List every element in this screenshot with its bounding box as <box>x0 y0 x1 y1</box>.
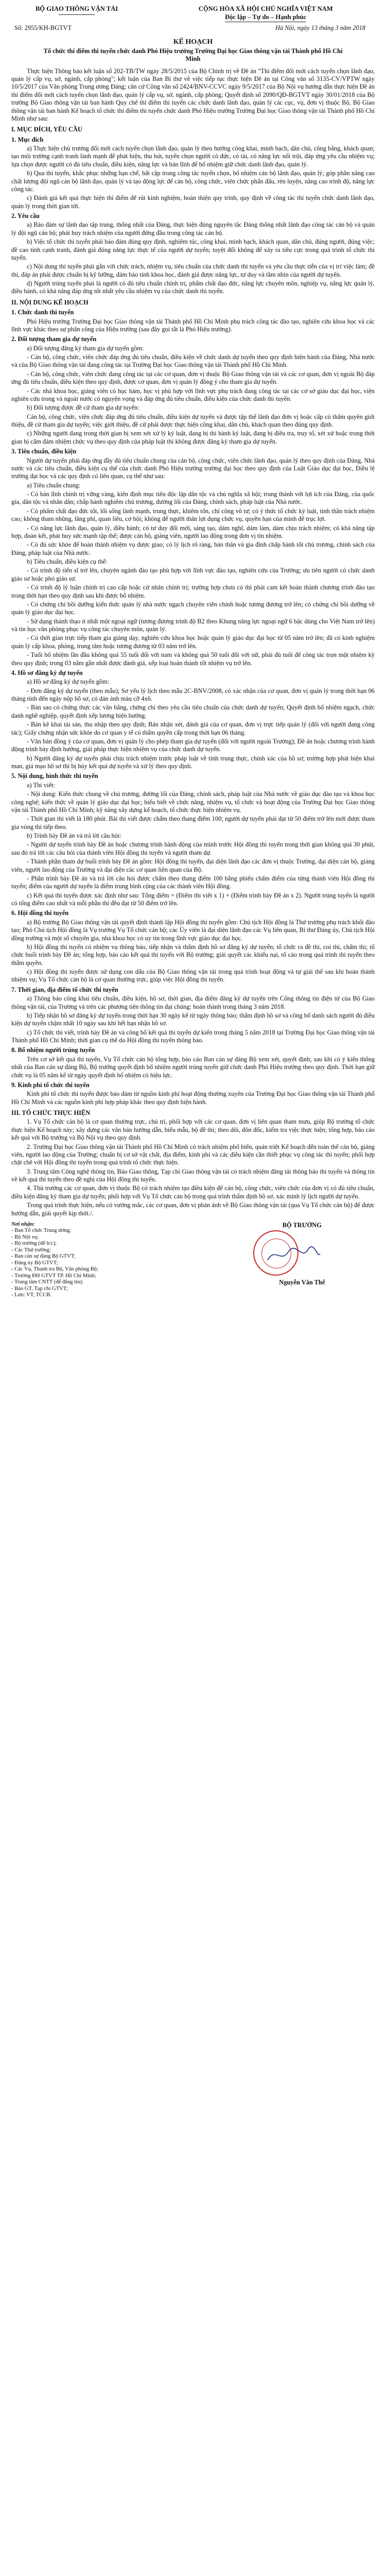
body-paragraph: Trong quá trình thực hiện, nếu có vướng mắc, các cơ quan, đơn vị phản ánh về Bộ Giao thông vận tải (qua Vụ Tổ chức cán bộ) để được hướng dẫn, giải quyết kịp thời./. <box>11 1201 375 1217</box>
body-paragraph: 1. Vụ Tổ chức cán bộ là cơ quan thường trực, chủ trì, phối hợp với các cơ quan, đơn vị liên quan tham mưu, giúp Bộ trưởng tổ chức thực hiện Kế hoạch này; xây dựng các văn bản hướng dẫn, biểu mẫu, bộ đề thi; theo dõi, đôn đốc, kiểm tra việc thực hiện; tổng hợp, báo cáo kết quả với Bộ trưởng và Bộ Nội vụ theo quy định. <box>11 1118 375 1142</box>
subsection-heading: 5. Nội dung, hình thức thi tuyển <box>11 772 98 780</box>
recipient-item: - Các Thứ trưởng; <box>11 1247 51 1253</box>
body-paragraph: 4. Thủ trưởng các cơ quan, đơn vị thuộc Bộ có trách nhiệm tạo điều kiện để cán bộ, công chức, viên chức của đơn vị có đủ tiêu chuẩn, điều kiện đăng ký tham gia dự tuyển; phối hợp với Vụ Tổ chức cán bộ trong quá trình thẩm định hồ sơ, xác minh lý lịch người dự tuyển. <box>11 1184 375 1200</box>
recipient-item: - Báo GT, Tạp chí GTVT; <box>11 1285 68 1292</box>
body-paragraph: b) Người đăng ký dự tuyển phải chịu trách nhiệm trước pháp luật về tính trung thực, chính xác của hồ sơ; trường hợp phát hiện khai man, giả mạo hồ sơ thì bị hủy kết quả dự tuyển và xử lý theo quy định. <box>11 754 375 770</box>
body-paragraph: a) Thông báo công khai tiêu chuẩn, điều kiện, hồ sơ, thời gian, địa điểm đăng ký dự tuyển trên Cổng thông tin điện tử của Bộ Giao thông vận tải, của Trường và trên các phương tiện thông tin đại chúng: hoàn thành trong tháng 3 năm 2018. <box>11 995 375 1010</box>
body-paragraph: Phó Hiệu trưởng Trường Đại học Giao thông vận tải Thành phố Hồ Chí Minh phụ trách công tác đào tạo, nghiên cứu khoa học và các lĩnh vực khác theo sự phân công của Hiệu trưởng (sau đây gọi tắt là Phó Hiệu trưởng). <box>11 317 375 333</box>
body-paragraph: - Có thời gian trực tiếp tham gia giảng dạy, nghiên cứu khoa học hoặc quản lý giáo dục đại học từ 05 năm trở lên; đã có kinh nghiệm quản lý cấp khoa, phòng, trung tâm hoặc tương đương từ 03 năm trở lên. <box>11 634 375 650</box>
body-paragraph: - Phần trình bày Đề án và trả lời câu hỏi được chấm theo thang điểm 100 bằng phiếu chấm điểm của từng thành viên Hội đồng thi tuyển; điểm của người dự tuyển là điểm trung bình cộng của các thành viên Hội đồng. <box>11 874 375 890</box>
signer-name: Nguyễn Văn Thể <box>279 1279 325 1286</box>
document-type: KẾ HOẠCH <box>173 38 213 46</box>
body-paragraph: c) Nội dung thi tuyển phải gắn với chức trách, nhiệm vụ, tiêu chuẩn của chức danh thi tuyển và yêu cầu thực tiễn của vị trí việc làm; đề thi, đáp án phải được chuẩn bị kỹ lưỡng, đảm bảo tính khoa học, đánh giá được năng lực, tư duy và tầm nhìn của người dự tuyển. <box>11 263 375 278</box>
issuer-block <box>11 5 142 22</box>
recipient-item: - Trung tâm CNTT (để đăng tin); <box>11 1279 83 1285</box>
body-paragraph: - Có đủ sức khỏe để hoàn thành nhiệm vụ được giao; có lý lịch rõ ràng, bản thân và gia đình chấp hành tốt chủ trương, chính sách của Đảng, pháp luật của Nhà nước. <box>11 541 375 556</box>
body-paragraph: - Tuổi bổ nhiệm lần đầu không quá 55 tuổi đối với nam và không quá 50 tuổi đối với nữ, phải đủ tuổi để công tác trọn một nhiệm kỳ theo quy định; trong 03 năm gần nhất được đánh giá, xếp loại hoàn thành tốt nhiệm vụ trở lên. <box>11 651 375 667</box>
body-paragraph: Người dự tuyển phải đáp ứng đầy đủ tiêu chuẩn chung của cán bộ, công chức, viên chức lãnh đạo, quản lý theo quy định của Đảng, Nhà nước và các tiêu chuẩn, điều kiện cụ thể của chức danh Phó Hiệu trưởng trường đại học theo quy định của Luật Giáo dục đại học, Điều lệ trường đại học và các quy định có liên quan, cụ thể như sau: <box>11 456 375 480</box>
subsection-heading: 7. Thời gian, địa điểm tổ chức thi tuyển <box>11 986 118 993</box>
body-paragraph: 2. Trường Đại học Giao thông vận tải Thành phố Hồ Chí Minh có trách nhiệm phổ biến, quán triệt Kế hoạch đến toàn thể cán bộ, giảng viên, người lao động của Trường; chuẩn bị cơ sở vật chất, địa điểm, kinh phí và các điều kiện cần thiết phục vụ công tác thi tuyển; phối hợp chặt chẽ với Hội đồng thi tuyển trong quá trình tổ chức thực hiện. <box>11 1143 375 1166</box>
body-paragraph: - Có năng lực lãnh đạo, quản lý, điều hành; có tư duy đổi mới, sáng tạo, dám nghĩ, dám làm, dám chịu trách nhiệm; có khả năng tập hợp, đoàn kết, phát huy sức mạnh tập thể; được cán bộ, giảng viên, người lao động trong đơn vị tín nhiệm. <box>11 524 375 539</box>
document-date: Hà Nội, ngày 13 tháng 3 năm 2018 <box>275 24 365 32</box>
body-paragraph: a) Đối tượng đăng ký tham gia dự tuyển gồm: <box>27 344 144 352</box>
intro-paragraph: Thực hiện Thông báo kết luận số 202-TB/TW ngày 28/5/2015 của Bộ Chính trị về Đề án "Thí điểm đổi mới cách tuyển chọn lãnh đạo, quản lý cấp vụ, sở, ngành, cấp phòng"; kết luận của Ban Bí thư về việc tiếp tục thực hiện Đề án tại Công văn số 3135-CV/VPTW ngày 10/5/2017 của Văn phòng Trung ương Đảng; căn cứ Công văn số 2424/BNV-CCVC ngày 9/5/2017 của Bộ Nội vụ hướng dẫn thực hiện Đề án thí điểm đổi mới cách tuyển chọn lãnh đạo, quản lý cấp vụ, sở, ngành, cấp phòng; Quyết định số 2090/QĐ-BGTVT ngày 30/01/2018 của Bộ trưởng Bộ Giao thông vận tải ban hành Quy chế thí điểm thi tuyển các chức danh lãnh đạo, quản lý các cục, vụ, đơn vị thuộc Bộ, Bộ Giao thông vận tải ban hành Kế hoạch tổ chức thí điểm thi tuyển chức danh Phó Hiệu trưởng Trường Đại học Giao thông vận tải Thành phố Hồ Chí Minh như sau: <box>11 67 375 122</box>
recipient-item: - Bộ Nội vụ; <box>11 1234 39 1240</box>
document-body <box>11 126 375 1217</box>
recipient-item: - Trường ĐH GTVT TP. Hồ Chí Minh; <box>11 1273 96 1279</box>
recipient-item: - Đảng ủy Bộ GTVT; <box>11 1260 58 1266</box>
document-header <box>11 5 375 22</box>
section-heading: III. TỔ CHỨC THỰC HIỆN <box>11 1109 91 1117</box>
body-paragraph: - Bản sao có chứng thực các văn bằng, chứng chỉ theo yêu cầu tiêu chuẩn của chức danh dự tuyển; Quyết định bổ nhiệm ngạch, chức danh nghề nghiệp, quyết định xếp lương hiện hưởng. <box>11 704 375 719</box>
body-paragraph: b) Qua thi tuyển, khắc phục những hạn chế, bất cập trong công tác tuyển chọn, bổ nhiệm cán bộ lãnh đạo, quản lý; góp phần nâng cao chất lượng đội ngũ cán bộ lãnh đạo, quản lý và tạo động lực để cán bộ, công chức, viên chức phấn đấu, rèn luyện, nâng cao trình độ, năng lực công tác. <box>11 170 375 193</box>
subsection-heading: 2. Đối tượng tham gia dự tuyển <box>11 335 97 343</box>
body-paragraph: - Thời gian thi viết là 180 phút. Bài thi viết được chấm theo thang điểm 100; người dự tuyển phải đạt từ 50 điểm trở lên mới được tham gia vòng thi tiếp theo. <box>11 815 375 831</box>
document-title: Tổ chức thí điểm thi tuyển chức danh Phó Hiệu trưởng Trường Đại học Giao thông vận tải Thành phố Hồ Chí Minh <box>43 47 343 63</box>
body-paragraph: - Có chứng chỉ bồi dưỡng kiến thức quản lý nhà nước ngạch chuyên viên chính hoặc tương đương trở lên; có chứng chỉ bồi dưỡng về quản lý giáo dục đại học. <box>11 600 375 616</box>
document-meta <box>11 24 375 32</box>
body-paragraph: - Có phẩm chất đạo đức tốt, lối sống lành mạnh, trung thực, khiêm tốn, chí công vô tư; có ý thức tổ chức kỷ luật, tinh thần trách nhiệm cao; không tham nhũng, lãng phí, quan liêu, cơ hội; không để người thân lợi dụng chức vụ, quyền hạn của mình để trục lợi. <box>11 507 375 523</box>
body-paragraph: - Bản kê khai tài sản, thu nhập theo quy định; Bản nhận xét, đánh giá của cơ quan, đơn vị trực tiếp quản lý (đối với người đang công tác); Giấy chứng nhận sức khỏe do cơ quan y tế có thẩm quyền cấp trong thời hạn 06 tháng. <box>11 721 375 736</box>
body-paragraph: - Nội dung: Kiến thức chung về chủ trương, đường lối của Đảng, chính sách, pháp luật của Nhà nước về giáo dục đào tạo và khoa học công nghệ; kiến thức về quản lý giáo dục đại học; hiểu biết về chức năng, nhiệm vụ, tổ chức và hoạt động của Trường Đại học Giao thông vận tải Thành phố Hồ Chí Minh; kỹ năng xây dựng kế hoạch, tổ chức thực hiện nhiệm vụ. <box>11 790 375 814</box>
body-paragraph: 3. Trung tâm Công nghệ thông tin, Báo Giao thông, Tạp chí Giao thông vận tải có trách nhiệm đăng tải thông báo thi tuyển và thông tin về kết quả thi tuyển theo đề nghị của Hội đồng thi tuyển. <box>11 1167 375 1183</box>
body-paragraph: - Có trình độ tiến sĩ trở lên, chuyên ngành đào tạo phù hợp với lĩnh vực đào tạo, nghiên cứu của Trường; ưu tiên người có chức danh giáo sư hoặc phó giáo sư. <box>11 567 375 582</box>
body-paragraph: - Cán bộ, công chức, viên chức đáp ứng đủ tiêu chuẩn, điều kiện về chức danh dự tuyển theo quy định hiện hành của Đảng, Nhà nước và của Bộ Giao thông vận tải đang công tác tại Trường Đại học Giao thông vận tải Thành phố Hồ Chí Minh. <box>11 353 375 369</box>
body-paragraph: c) Kết quả thi tuyển được xác định như sau: Tổng điểm = (Điểm thi viết x 1) + (Điểm trình bày Đề án x 2). Người trúng tuyển là người có tổng điểm cao nhất và mỗi phần thi đều đạt từ 50 điểm trở lên. <box>11 891 375 907</box>
recipients-block <box>11 1222 156 1299</box>
body-paragraph: c) Tổ chức thi viết, trình bày Đề án và công bố kết quả thi tuyển dự kiến trong tháng 5 năm 2018 tại Trường Đại học Giao thông vận tải Thành phố Hồ Chí Minh; thời gian cụ thể do Hội đồng thi tuyển thông báo. <box>11 1028 375 1044</box>
signature-area <box>230 1229 375 1279</box>
body-paragraph: b) Trình bày Đề án và trả lời câu hỏi: <box>27 832 121 840</box>
body-paragraph: a) Bộ trưởng Bộ Giao thông vận tải quyết định thành lập Hội đồng thi tuyển gồm: Chủ tịch Hội đồng là Thứ trưởng phụ trách khối đào tạo; Phó Chủ tịch Hội đồng là Vụ trưởng Vụ Tổ chức cán bộ; các Ủy viên là đại diện lãnh đạo các Vụ liên quan, Bí thư Đảng ủy, Chủ tịch Hội đồng trường và một số chuyên gia, nhà khoa học có uy tín trong lĩnh vực giáo dục đại học. <box>11 918 375 942</box>
body-paragraph: Cán bộ, công chức, viên chức đáp ứng đủ tiêu chuẩn, điều kiện dự tuyển và được tập thể lãnh đạo đơn vị hoặc cấp có thẩm quyền giới thiệu, đề cử tham gia dự tuyển; việc giới thiệu, đề cử phải được thực hiện công khai, dân chủ, khách quan theo đúng quy định. <box>11 413 375 429</box>
body-paragraph: Trên cơ sở kết quả thi tuyển, Vụ Tổ chức cán bộ tổng hợp, báo cáo Ban cán sự đảng Bộ xem xét, quyết định; sau khi có ý kiến thống nhất của Ban cán sự đảng Bộ, Bộ trưởng quyết định bổ nhiệm người trúng tuyển giữ chức danh Phó Hiệu trưởng theo quy định. Thời hạn giữ chức vụ là 05 năm kể từ ngày quyết định bổ nhiệm có hiệu lực. <box>11 1055 375 1079</box>
body-paragraph: - Có trình độ lý luận chính trị cao cấp hoặc cử nhân chính trị; trường hợp chưa có thì phải cam kết hoàn thành chương trình đào tạo trong thời hạn theo quy định sau khi được bổ nhiệm. <box>11 584 375 599</box>
handwritten-signature <box>266 1245 322 1265</box>
body-paragraph: a) Thi viết: <box>27 781 55 789</box>
subsection-heading: 6. Hội đồng thi tuyển <box>11 909 69 917</box>
body-paragraph: - Cán bộ, công chức, viên chức đang công tác tại các cơ quan, đơn vị thuộc Bộ Giao thông vận tải và các cơ quan, đơn vị ngoài Bộ đáp ứng đủ tiêu chuẩn, điều kiện theo quy định, được cơ quan, đơn vị quản lý đồng ý cho tham gia dự tuyển. <box>11 370 375 386</box>
recipient-item: - Lưu: VT, TCCB. <box>11 1292 51 1298</box>
body-paragraph: b) Tiếp nhận hồ sơ đăng ký dự tuyển trong thời hạn 30 ngày kể từ ngày thông báo; thẩm định hồ sơ và công bố danh sách người đủ điều kiện dự tuyển chậm nhất 10 ngày sau khi hết hạn nhận hồ sơ. <box>11 1011 375 1027</box>
subsection-heading: 9. Kinh phí tổ chức thi tuyển <box>11 1081 90 1089</box>
signature-block <box>230 1222 375 1299</box>
body-paragraph: - Đơn đăng ký dự tuyển (theo mẫu); Sơ yếu lý lịch theo mẫu 2C-BNV/2008, có xác nhận của cơ quan, đơn vị quản lý trong thời hạn 06 tháng tính đến ngày nộp hồ sơ, có dán ảnh màu cỡ 4x6. <box>11 687 375 703</box>
ministry-name: BỘ GIAO THÔNG VẬN TẢI <box>35 5 118 12</box>
recipient-item: - Các Vụ, Thanh tra Bộ, Văn phòng Bộ; <box>11 1266 98 1273</box>
recipients-list <box>11 1228 156 1299</box>
country-name: CỘNG HÒA XÃ HỘI CHỦ NGHĨA VIỆT NAM <box>198 5 333 12</box>
issuer-underline <box>59 14 95 15</box>
national-motto: Độc lập – Tự do – Hạnh phúc <box>225 13 306 23</box>
subsection-heading: 4. Hồ sơ đăng ký dự tuyển <box>11 669 83 676</box>
subsection-heading: 1. Mục đích <box>11 135 44 143</box>
body-paragraph: - Người dự tuyển trình bày Đề án hoặc chương trình hành động của mình trước Hội đồng thi tuyển trong thời gian không quá 30 phút, sau đó trả lời các câu hỏi của thành viên Hội đồng thi tuyển và người tham dự. <box>11 841 375 856</box>
signer-title: BỘ TRƯỞNG <box>282 1221 322 1229</box>
body-paragraph: c) Những người đang trong thời gian bị xem xét xử lý kỷ luật, đang bị thi hành kỷ luật, đang bị điều tra, truy tố, xét xử hoặc trong thời gian bị cấm đảm nhiệm chức vụ theo quy định của pháp luật thì không được đăng ký tham gia dự tuyển. <box>11 430 375 445</box>
document-footer <box>11 1222 375 1299</box>
subsection-heading: 2. Yêu cầu <box>11 212 40 220</box>
national-block <box>156 5 375 22</box>
body-paragraph: b) Tiêu chuẩn, điều kiện cụ thể: <box>27 558 108 566</box>
body-paragraph: b) Việc tổ chức thi tuyển phải bảo đảm đúng quy định, nghiêm túc, công khai, minh bạch, khách quan, dân chủ, đúng người, đúng việc; đề cao tính cạnh tranh, đánh giá đúng năng lực thực tế của người dự tuyển; tuyệt đối không để xảy ra tiêu cực trong quá trình tổ chức thi tuyển. <box>11 238 375 261</box>
body-paragraph: Kinh phí tổ chức thi tuyển được bảo đảm từ nguồn kinh phí hoạt động thường xuyên của Trường Đại học Giao thông vận tải Thành phố Hồ Chí Minh và các nguồn kinh phí hợp pháp khác theo quy định hiện hành. <box>11 1090 375 1106</box>
subsection-heading: 3. Tiêu chuẩn, điều kiện <box>11 448 77 455</box>
recipient-item: - Bộ trưởng (để b/c); <box>11 1241 57 1247</box>
body-paragraph: a) Thực hiện chủ trương đổi mới cách tuyển chọn lãnh đạo, quản lý theo hướng công khai, minh bạch, dân chủ, công bằng, khách quan; tạo môi trường cạnh tranh lành mạnh để phát hiện, thu hút, tuyển chọn người có đức, có tài, có năng lực nổi trội, đáp ứng yêu cầu nhiệm vụ; lựa chọn được người có đủ tiêu chuẩn, điều kiện, năng lực và bản lĩnh để bổ nhiệm giữ chức danh lãnh đạo, quản lý. <box>11 145 375 168</box>
body-paragraph: - Sử dụng thành thạo ít nhất một ngoại ngữ (tương đương trình độ B2 theo Khung năng lực ngoại ngữ 6 bậc dùng cho Việt Nam trở lên) và tin học văn phòng phục vụ công tác chuyên môn, quản lý. <box>11 617 375 633</box>
body-paragraph: - Có bản lĩnh chính trị vững vàng, kiên định mục tiêu độc lập dân tộc và chủ nghĩa xã hội; trung thành với lợi ích của Đảng, của quốc gia, dân tộc và nhân dân; chấp hành nghiêm chủ trương, đường lối của Đảng, chính sách, pháp luật của Nhà nước. <box>11 490 375 506</box>
body-paragraph: c) Đánh giá kết quả thực hiện thí điểm để rút kinh nghiệm, hoàn thiện quy trình, quy định về công tác thi tuyển chức danh lãnh đạo, quản lý trong thời gian tới. <box>11 194 375 210</box>
body-paragraph: - Các nhà khoa học, giảng viên có học hàm, học vị phù hợp với lĩnh vực phụ trách đang công tác tại các cơ sở giáo dục đại học, viện nghiên cứu trong và ngoài nước có nguyện vọng và đáp ứng đủ tiêu chuẩn, điều kiện của chức danh thi tuyển. <box>11 387 375 402</box>
body-paragraph: b) Đối tượng được đề cử tham gia dự tuyển: <box>27 404 139 412</box>
body-paragraph: a) Tiêu chuẩn chung: <box>27 481 81 489</box>
body-paragraph: - Văn bản đồng ý của cơ quan, đơn vị quản lý cho phép tham gia dự tuyển (đối với người ngoài Trường); Đề án hoặc chương trình hành động trình bày định hướng, giải pháp thực hiện nhiệm vụ của chức danh dự tuyển. <box>11 737 375 753</box>
subsection-heading: 8. Bổ nhiệm người trúng tuyển <box>11 1046 95 1054</box>
body-paragraph: a) Hồ sơ đăng ký dự tuyển gồm: <box>27 678 110 686</box>
recipient-item: - Ban Tổ chức Trung ương; <box>11 1228 72 1234</box>
document-number: Số: 2955/KH-BGTVT <box>14 24 72 32</box>
subsection-heading: 1. Chức danh thi tuyển <box>11 309 74 316</box>
body-paragraph: b) Hội đồng thi tuyển có nhiệm vụ thông báo, tiếp nhận và thẩm định hồ sơ đăng ký dự tuyển; tổ chức ra đề thi, coi thi, chấm thi; tổ chức buổi trình bày Đề án; tổng hợp, báo cáo kết quả thi tuyển với Bộ trưởng; giải quyết các khiếu nại, tố cáo trong quá trình thi tuyển theo thẩm quyền. <box>11 943 375 967</box>
body-paragraph: - Thành phần tham dự buổi trình bày Đề án gồm: Hội đồng thi tuyển, đại diện lãnh đạo các đơn vị thuộc Trường, đại diện cán bộ, giảng viên, người lao động của Trường và đại diện các cơ quan liên quan của Bộ. <box>11 858 375 873</box>
section-heading: I. MỤC ĐÍCH, YÊU CẦU <box>11 126 82 133</box>
recipients-label: Nơi nhận: <box>11 1221 35 1227</box>
section-heading: II. NỘI DUNG KẾ HOẠCH <box>11 298 89 306</box>
body-paragraph: c) Hội đồng thi tuyển được sử dụng con dấu của Bộ Giao thông vận tải trong quá trình hoạt động và tự giải thể sau khi hoàn thành nhiệm vụ; Vụ Tổ chức cán bộ là cơ quan thường trực, giúp việc Hội đồng thi tuyển. <box>11 968 375 984</box>
recipient-item: - Ban cán sự đảng Bộ GTVT; <box>11 1253 76 1260</box>
body-paragraph: a) Bảo đảm sự lãnh đạo tập trung, thống nhất của Đảng, thực hiện đúng nguyên tắc Đảng thống nhất lãnh đạo công tác cán bộ và quản lý đội ngũ cán bộ; phát huy trách nhiệm của người đứng đầu trong công tác cán bộ. <box>11 221 375 236</box>
body-paragraph: d) Người trúng tuyển phải là người có đủ tiêu chuẩn chính trị, phẩm chất đạo đức, năng lực chuyên môn, nghiệp vụ, năng lực quản lý, điều hành, có khả năng đáp ứng tốt nhất yêu cầu nhiệm vụ của chức danh thi tuyển. <box>11 280 375 295</box>
